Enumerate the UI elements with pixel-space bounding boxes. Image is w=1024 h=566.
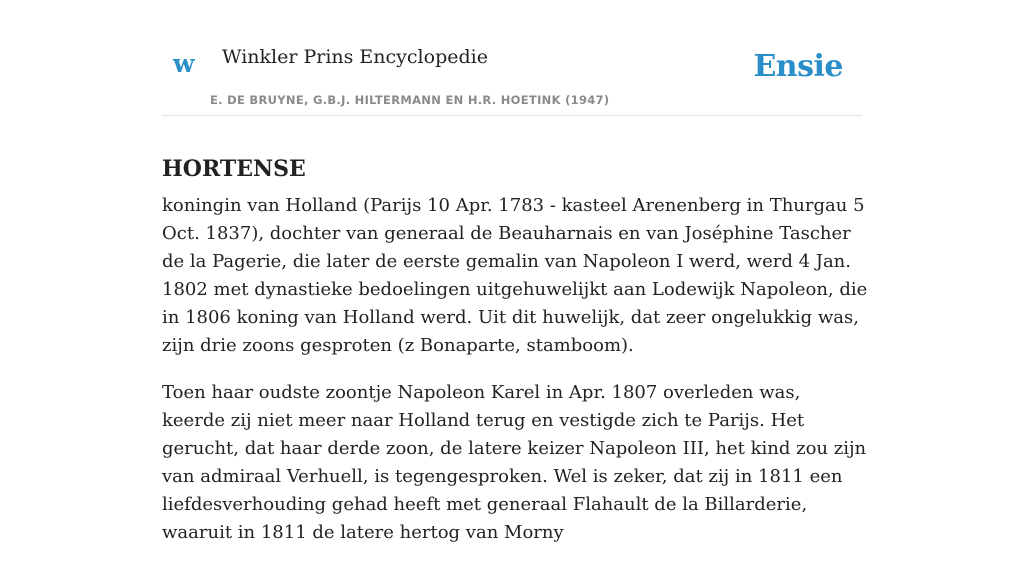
brand-logo[interactable]: Ensie — [753, 49, 843, 84]
entry-title: HORTENSE — [162, 155, 306, 182]
article-paragraph: Toen haar oudste zoontje Napoleon Karel in Apr. 1807 overleden was, keerde zij niet meer naar Holland terug en vestigde zich te Parijs. Het gerucht, dat haar derde zoon, de latere keizer Napoleon III, het kind zou zijn van admiraal Verhuell, is tegengesproken. Wel is zeker, dat zij in 1811 een liefdesverhouding gehad heeft met generaal Flahault de la Billarderie, waaruit in 1811 de latere hertog van Morny — [162, 382, 867, 543]
page-container — [162, 0, 868, 543]
article-body — [162, 192, 868, 566]
publication-authors: E. DE BRUYNE, G.B.J. HILTERMANN EN H.R. HOETINK (1947) — [210, 93, 610, 107]
site-header — [162, 0, 862, 116]
publication-logo[interactable]: w — [173, 49, 195, 78]
publication-title[interactable]: Winkler Prins Encyclopedie — [222, 46, 488, 68]
article-paragraph: koningin van Holland (Parijs 10 Apr. 1783 - kasteel Arenenberg in Thurgau 5 Oct. 1837), dochter van generaal de Beauharnais en van Joséphine Tascher de la Pagerie, die later de eerste gemalin van Napoleon I werd, werd 4 Jan. 1802 met dynastieke bedoelingen uitgehuwelijkt aan Lodewijk Napoleon, die in 1806 koning van Holland werd. Uit dit huwelijk, dat zeer ongelukkig was, zijn drie zoons gesproten (z Bonaparte, stamboom). — [162, 195, 868, 356]
